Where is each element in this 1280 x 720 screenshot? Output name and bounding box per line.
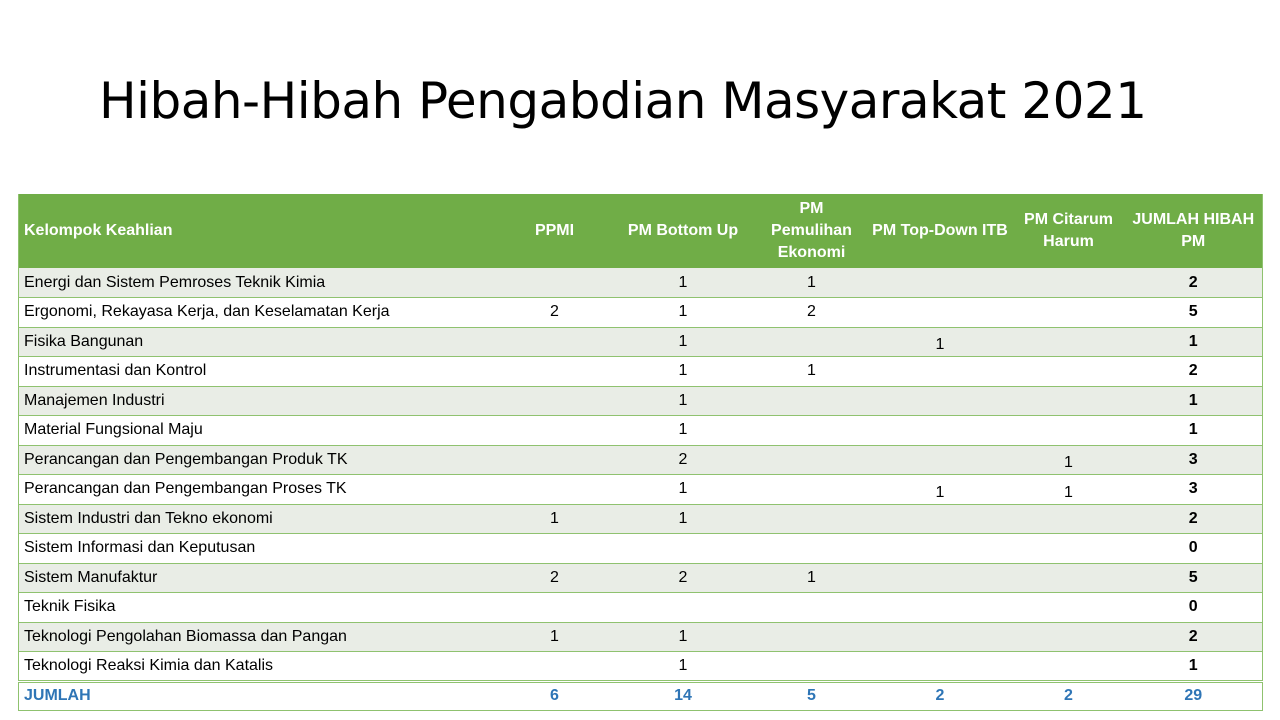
cell-ppmi bbox=[499, 534, 611, 564]
cell-pm-bottom-up: 1 bbox=[611, 622, 756, 652]
cell-ppmi bbox=[499, 268, 611, 298]
cell-pm-bottom-up bbox=[611, 534, 756, 564]
header-pm-bottom-up: PM Bottom Up bbox=[627, 222, 739, 239]
cell-pm-top-down-itb: 1 bbox=[868, 475, 1013, 505]
cell-jumlah-hibah-pm: 2 bbox=[1125, 268, 1263, 298]
cell-pm-bottom-up: 2 bbox=[611, 445, 756, 475]
grants-table bbox=[18, 194, 1263, 711]
cell-pm-pemulihan-ekonomi bbox=[756, 534, 868, 564]
cell-pm-pemulihan-ekonomi bbox=[756, 504, 868, 534]
header-kelompok-keahlian: Kelompok Keahlian bbox=[24, 222, 173, 239]
cell-jumlah-hibah-pm: 3 bbox=[1125, 475, 1263, 505]
cell-ppmi: 2 bbox=[499, 298, 611, 328]
grants-table-wrapper bbox=[18, 194, 1262, 711]
cell-ppmi bbox=[499, 652, 611, 682]
cell-pm-citarum-harum: 1 bbox=[1013, 475, 1125, 505]
cell-pm-bottom-up: 1 bbox=[611, 357, 756, 387]
cell-ppmi: 1 bbox=[499, 504, 611, 534]
cell-kelompok-keahlian: Teknologi Reaksi Kimia dan Katalis bbox=[19, 652, 499, 682]
cell-jumlah-hibah-pm: 0 bbox=[1125, 593, 1263, 623]
cell-pm-bottom-up: 1 bbox=[611, 416, 756, 446]
cell-pm-bottom-up: 1 bbox=[611, 475, 756, 505]
cell-pm-citarum-harum bbox=[1013, 416, 1125, 446]
cell-kelompok-keahlian: Sistem Informasi dan Keputusan bbox=[19, 534, 499, 564]
total-ppmi: 6 bbox=[499, 681, 611, 710]
cell-pm-top-down-itb bbox=[868, 504, 1013, 534]
header-ppmi: PPMI bbox=[534, 222, 575, 239]
cell-pm-pemulihan-ekonomi bbox=[756, 652, 868, 682]
cell-pm-top-down-itb bbox=[868, 445, 1013, 475]
total-label: JUMLAH bbox=[19, 681, 499, 710]
total-pm-citarum-harum: 2 bbox=[1013, 681, 1125, 710]
cell-pm-citarum-harum bbox=[1013, 298, 1125, 328]
cell-pm-citarum-harum bbox=[1013, 593, 1125, 623]
total-pm-bottom-up: 14 bbox=[611, 681, 756, 710]
table-total-row bbox=[19, 681, 1263, 710]
table-row bbox=[19, 268, 1263, 298]
table-row bbox=[19, 416, 1263, 446]
table-row bbox=[19, 534, 1263, 564]
cell-pm-pemulihan-ekonomi bbox=[756, 622, 868, 652]
cell-pm-top-down-itb: 1 bbox=[868, 327, 1013, 357]
cell-kelompok-keahlian: Teknik Fisika bbox=[19, 593, 499, 623]
cell-pm-bottom-up bbox=[611, 593, 756, 623]
cell-pm-pemulihan-ekonomi: 2 bbox=[756, 298, 868, 328]
cell-kelompok-keahlian: Instrumentasi dan Kontrol bbox=[19, 357, 499, 387]
cell-ppmi bbox=[499, 593, 611, 623]
cell-ppmi bbox=[499, 327, 611, 357]
cell-pm-citarum-harum bbox=[1013, 504, 1125, 534]
table-row bbox=[19, 475, 1263, 505]
cell-kelompok-keahlian: Ergonomi, Rekayasa Kerja, dan Keselamatan Kerja bbox=[19, 298, 499, 328]
table-row bbox=[19, 593, 1263, 623]
cell-ppmi: 2 bbox=[499, 563, 611, 593]
cell-pm-citarum-harum: 1 bbox=[1013, 445, 1125, 475]
total-pm-pemulihan-ekonomi: 5 bbox=[756, 681, 868, 710]
cell-pm-top-down-itb bbox=[868, 593, 1013, 623]
cell-ppmi: 1 bbox=[499, 622, 611, 652]
cell-pm-citarum-harum bbox=[1013, 563, 1125, 593]
table-row bbox=[19, 563, 1263, 593]
cell-pm-bottom-up: 1 bbox=[611, 386, 756, 416]
cell-ppmi bbox=[499, 357, 611, 387]
cell-kelompok-keahlian: Fisika Bangunan bbox=[19, 327, 499, 357]
cell-jumlah-hibah-pm: 1 bbox=[1125, 386, 1263, 416]
cell-pm-pemulihan-ekonomi: 1 bbox=[756, 357, 868, 387]
cell-jumlah-hibah-pm: 1 bbox=[1125, 416, 1263, 446]
cell-pm-bottom-up: 1 bbox=[611, 504, 756, 534]
table-row bbox=[19, 327, 1263, 357]
table-header-row bbox=[19, 194, 1263, 268]
cell-pm-citarum-harum bbox=[1013, 622, 1125, 652]
cell-kelompok-keahlian: Manajemen Industri bbox=[19, 386, 499, 416]
total-pm-top-down-itb: 2 bbox=[868, 681, 1013, 710]
cell-jumlah-hibah-pm: 5 bbox=[1125, 563, 1263, 593]
cell-pm-citarum-harum bbox=[1013, 386, 1125, 416]
cell-pm-top-down-itb bbox=[868, 652, 1013, 682]
cell-ppmi bbox=[499, 386, 611, 416]
header-pm-citarum-harum: PM Citarum Harum bbox=[1024, 211, 1113, 250]
slide-title: Hibah-Hibah Pengabdian Masyarakat 2021 bbox=[99, 72, 1147, 130]
cell-pm-citarum-harum bbox=[1013, 268, 1125, 298]
cell-pm-top-down-itb bbox=[868, 268, 1013, 298]
cell-pm-citarum-harum bbox=[1013, 652, 1125, 682]
cell-ppmi bbox=[499, 416, 611, 446]
cell-ppmi bbox=[499, 445, 611, 475]
cell-pm-bottom-up: 1 bbox=[611, 327, 756, 357]
cell-pm-citarum-harum bbox=[1013, 534, 1125, 564]
cell-jumlah-hibah-pm: 3 bbox=[1125, 445, 1263, 475]
cell-kelompok-keahlian: Perancangan dan Pengembangan Proses TK bbox=[19, 475, 499, 505]
cell-kelompok-keahlian: Sistem Manufaktur bbox=[19, 563, 499, 593]
table-row bbox=[19, 652, 1263, 682]
cell-pm-pemulihan-ekonomi bbox=[756, 475, 868, 505]
cell-pm-pemulihan-ekonomi bbox=[756, 386, 868, 416]
table-row bbox=[19, 504, 1263, 534]
cell-pm-bottom-up: 2 bbox=[611, 563, 756, 593]
table-row bbox=[19, 298, 1263, 328]
cell-jumlah-hibah-pm: 2 bbox=[1125, 357, 1263, 387]
cell-pm-pemulihan-ekonomi bbox=[756, 445, 868, 475]
cell-kelompok-keahlian: Sistem Industri dan Tekno ekonomi bbox=[19, 504, 499, 534]
cell-pm-top-down-itb bbox=[868, 622, 1013, 652]
header-pm-top-down-itb: PM Top-Down ITB bbox=[872, 222, 1008, 239]
cell-pm-top-down-itb bbox=[868, 563, 1013, 593]
cell-pm-top-down-itb bbox=[868, 357, 1013, 387]
table-row bbox=[19, 445, 1263, 475]
cell-ppmi bbox=[499, 475, 611, 505]
cell-pm-bottom-up: 1 bbox=[611, 268, 756, 298]
cell-kelompok-keahlian: Material Fungsional Maju bbox=[19, 416, 499, 446]
cell-pm-citarum-harum bbox=[1013, 327, 1125, 357]
cell-pm-pemulihan-ekonomi: 1 bbox=[756, 563, 868, 593]
total-jumlah-hibah-pm: 29 bbox=[1125, 681, 1263, 710]
table-row bbox=[19, 357, 1263, 387]
cell-jumlah-hibah-pm: 1 bbox=[1125, 327, 1263, 357]
table-row bbox=[19, 386, 1263, 416]
cell-pm-top-down-itb bbox=[868, 298, 1013, 328]
cell-pm-bottom-up: 1 bbox=[611, 298, 756, 328]
cell-pm-pemulihan-ekonomi bbox=[756, 593, 868, 623]
cell-pm-citarum-harum bbox=[1013, 357, 1125, 387]
cell-pm-top-down-itb bbox=[868, 534, 1013, 564]
cell-pm-bottom-up: 1 bbox=[611, 652, 756, 682]
table-body bbox=[19, 268, 1263, 681]
cell-kelompok-keahlian: Teknologi Pengolahan Biomassa dan Pangan bbox=[19, 622, 499, 652]
table-row bbox=[19, 622, 1263, 652]
cell-pm-top-down-itb bbox=[868, 416, 1013, 446]
cell-kelompok-keahlian: Energi dan Sistem Pemroses Teknik Kimia bbox=[19, 268, 499, 298]
header-jumlah-hibah-pm: JUMLAH HIBAH PM bbox=[1132, 211, 1255, 250]
cell-pm-pemulihan-ekonomi: 1 bbox=[756, 268, 868, 298]
cell-jumlah-hibah-pm: 5 bbox=[1125, 298, 1263, 328]
cell-jumlah-hibah-pm: 0 bbox=[1125, 534, 1263, 564]
cell-pm-top-down-itb bbox=[868, 386, 1013, 416]
cell-jumlah-hibah-pm: 1 bbox=[1125, 652, 1263, 682]
cell-kelompok-keahlian: Perancangan dan Pengembangan Produk TK bbox=[19, 445, 499, 475]
cell-pm-pemulihan-ekonomi bbox=[756, 327, 868, 357]
cell-pm-pemulihan-ekonomi bbox=[756, 416, 868, 446]
cell-jumlah-hibah-pm: 2 bbox=[1125, 622, 1263, 652]
cell-jumlah-hibah-pm: 2 bbox=[1125, 504, 1263, 534]
header-pm-pemulihan-ekonomi: PM Pemulihan Ekonomi bbox=[771, 200, 852, 261]
